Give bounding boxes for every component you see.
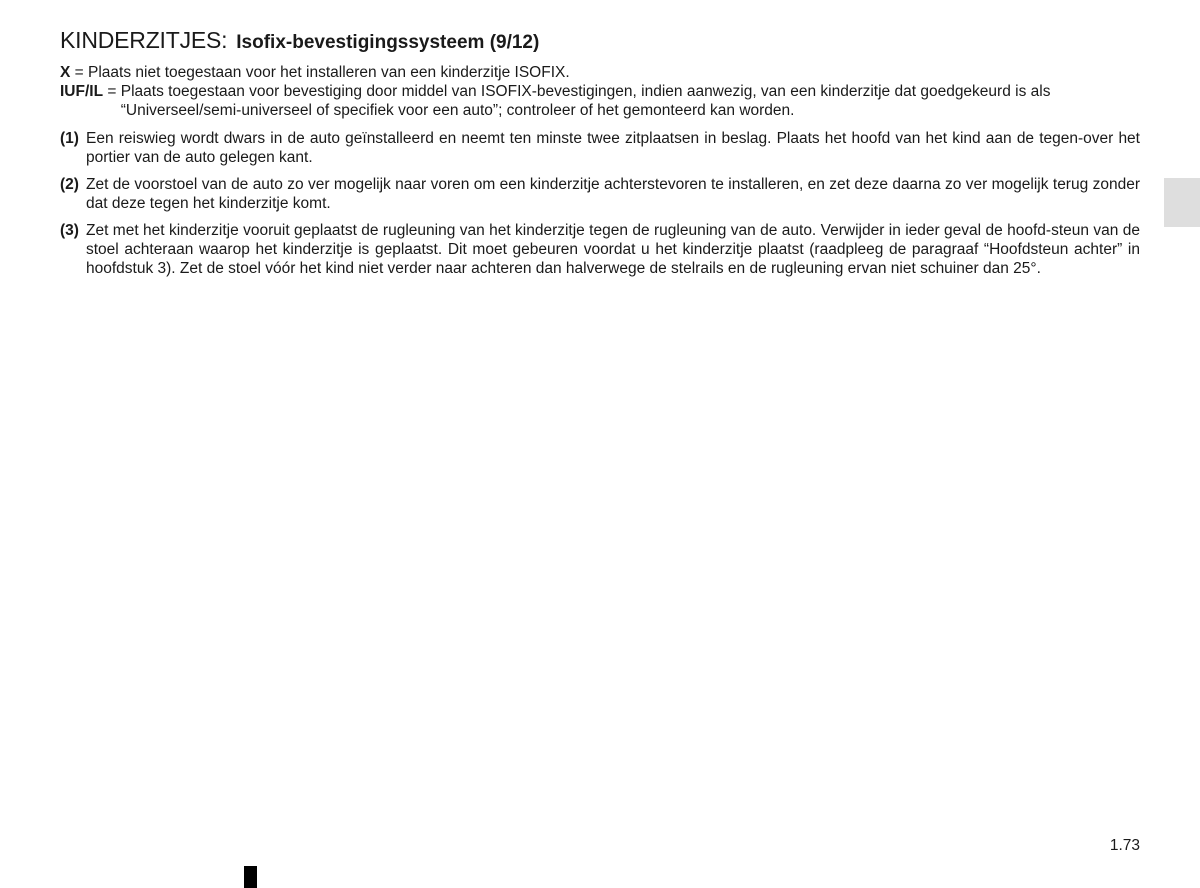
page-title-sub: Isofix-bevestigingssysteem (9/12) xyxy=(236,32,540,53)
note-text: Een reiswieg wordt dwars in de auto geïnstalleerd en neemt ten minste twee zitplaatsen in beslag. Plaats het hoofd van het kind aan de tegen-over het portier van de auto gelegen kant. xyxy=(86,130,1140,166)
crop-mark xyxy=(244,866,257,888)
legend-text: Plaats niet toegestaan voor het installeren van een kinderzitje ISOFIX. xyxy=(88,64,570,81)
legend-equals: = xyxy=(70,64,89,81)
chapter-side-tab xyxy=(1164,178,1200,227)
note-text: Zet de voorstoel van de auto zo ver mogelijk naar voren om een kinderzitje achterstevoren te installeren, en zet deze daarna zo ver mogelijk terug zonder dat deze tegen het kinderzitje komt. xyxy=(86,176,1140,212)
note-3 xyxy=(60,221,1140,278)
note-number: (3) xyxy=(60,222,79,239)
note-1 xyxy=(60,129,1140,167)
legend xyxy=(60,63,1140,120)
note-2 xyxy=(60,175,1140,213)
page-title xyxy=(60,19,539,56)
legend-text: Plaats toegestaan voor bevestiging door middel van ISOFIX-bevestigingen, indien aanwezig, van een kinderzitje dat goedgekeurd is als “Universeel/semi-universeel of specifiek voor een auto”; controleer of het gemonteerd kan worden. xyxy=(120,83,1051,119)
page-number: 1.73 xyxy=(1109,837,1140,854)
legend-equals: = xyxy=(103,83,121,100)
note-number: (2) xyxy=(60,176,79,193)
legend-item-iuf-il xyxy=(60,82,1140,120)
legend-key: X xyxy=(60,64,71,81)
page-content xyxy=(60,63,1140,278)
note-text: Zet met het kinderzitje vooruit geplaatst de rugleuning van het kinderzitje tegen de rugleuning van de auto. Verwijder in ieder geval de hoofd-steun van de stoel achteraan waarop het kinderzitje is geplaatst. Dit moet gebeuren voordat u het kinderzitje plaatst (raadpleeg de paragraaf “Hoofdsteun achter” in hoofdstuk 3). Zet de stoel vóór het kind niet verder naar achteren dan halverwege de stelrails en de rugleuning ervan niet schuiner dan 25°. xyxy=(86,222,1140,277)
page-title-main: KINDERZITJES: xyxy=(60,27,228,53)
legend-item-x xyxy=(60,63,1140,82)
note-number: (1) xyxy=(60,130,79,147)
legend-key: IUF/IL xyxy=(60,83,104,100)
